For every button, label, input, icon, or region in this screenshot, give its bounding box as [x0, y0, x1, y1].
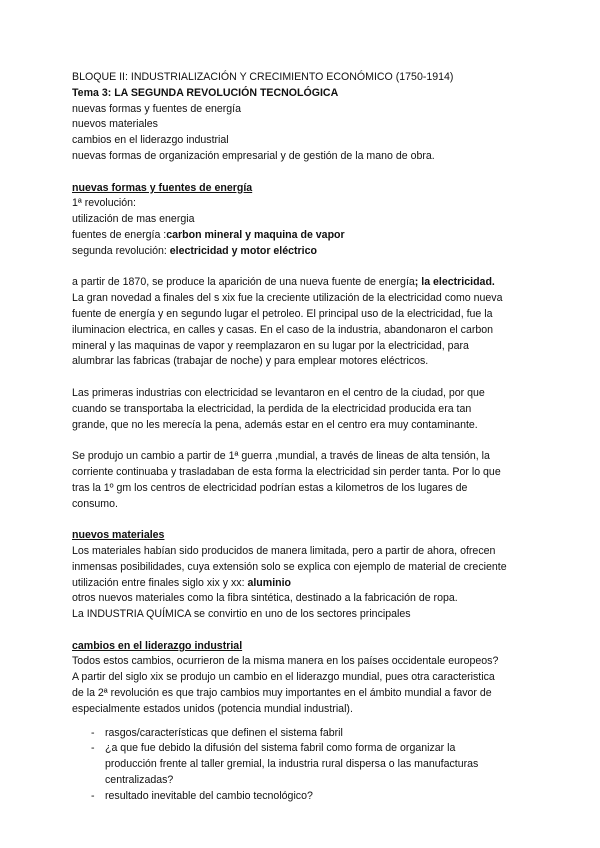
text-span: a partir de 1870, se produce la aparición de una nueva fuente de energía — [72, 276, 415, 289]
text-line — [72, 228, 534, 244]
text-line: alumbrar las fabricas (trabajar de noche) y para emplear motores eléctricos. — [72, 355, 429, 368]
dash-bullet: - — [91, 742, 95, 755]
topic-line: cambios en el liderazgo industrial — [72, 134, 229, 147]
bullet-list — [91, 726, 534, 805]
section-heading-energia: nuevas formas y fuentes de energía — [72, 181, 253, 194]
text-line: especialmente estados unidos (potencia mundial industrial). — [72, 702, 353, 715]
topic-line: nuevas formas y fuentes de energía — [72, 102, 242, 115]
topic-line: nuevas formas de organización empresarial y de gestión de la mano de obra. — [72, 149, 435, 162]
text-line: Se produjo un cambio a partir de 1ª guerra ,mundial, a través de lineas de alta tensión, la — [72, 450, 490, 463]
dash-bullet: - — [91, 789, 95, 802]
text-line — [72, 244, 534, 260]
text-line: 1ª revolución: — [72, 197, 136, 210]
text-line: de la 2ª revolución es que trajo cambios muy importantes en el ámbito mundial a favor de — [72, 687, 492, 700]
text-line: Todos estos cambios, ocurrieron de la misma manera en los países occidentale europeos? — [72, 655, 499, 668]
text-line: resultado inevitable del cambio tecnológico? — [105, 789, 313, 802]
text-line: cuando se transportaba la electricidad, la perdida de la electricidad producida era tan — [72, 402, 472, 415]
bold-span: electricidad y motor eléctrico — [169, 244, 317, 257]
text-line — [72, 576, 534, 592]
bold-span: ; la electricidad. — [414, 276, 495, 289]
text-line: tras la 1º gm los centros de electricidad podrían estas a kilometros de los lugares de — [72, 481, 468, 494]
text-line: centralizadas? — [105, 774, 174, 787]
text-line: ¿a que fue debido la difusión del sistema fabril como forma de organizar la — [105, 742, 456, 755]
text-line: Los materiales habían sido producidos de manera limitada, pero a partir de ahora, ofrecen — [72, 544, 496, 557]
text-span: segunda revolución: — [72, 244, 170, 257]
topic-line: nuevos materiales — [72, 118, 158, 131]
text-line: grande, que no les merecía la pena, además estar en el centro era muy contaminante. — [72, 418, 478, 431]
text-line — [72, 275, 534, 291]
text-span: fuentes de energía : — [72, 228, 167, 241]
section-heading-liderazgo: cambios en el liderazgo industrial — [72, 639, 243, 652]
text-line: fuente de energía y en segundo lugar el petroleo. El principal uso de la electricidad, fue la — [72, 307, 493, 320]
text-line: Las primeras industrias con electricidad se levantaron en el centro de la ciudad, por que — [72, 386, 485, 399]
text-line: consumo. — [72, 497, 118, 510]
list-item-text — [105, 741, 534, 788]
list-item-text — [105, 789, 534, 805]
section-heading-materiales: nuevos materiales — [72, 529, 165, 542]
text-line: La INDUSTRIA QUÍMICA se convirtio en uno de los sectores principales — [72, 608, 411, 621]
list-item — [91, 789, 534, 805]
text-span: utilización entre finales siglo xix y xx: — [72, 576, 248, 589]
list-item — [91, 741, 534, 788]
text-line: inmensas posibilidades, cuya extensión solo se explica con ejemplo de material de creciente — [72, 560, 507, 573]
dash-bullet: - — [91, 726, 95, 739]
tema-title: Tema 3: LA SEGUNDA REVOLUCIÓN TECNOLÓGICA — [72, 86, 339, 99]
text-line: La gran novedad a finales del s xix fue la creciente utilización de la electricidad como nueva — [72, 292, 503, 305]
list-item-text — [105, 726, 534, 742]
text-line: utilización de mas energia — [72, 213, 195, 226]
text-line: otros nuevos materiales como la fibra sintética, destinado a la fabricación de ropa. — [72, 592, 458, 605]
text-line: corriente continuaba y trasladaban de esta forma la electricidad sin perder tanta. Por lo que — [72, 465, 501, 478]
text-line: rasgos/características que definen el sistema fabril — [105, 726, 343, 739]
text-line: mineral y las maquinas de vapor y reemplazaron en su lugar por la electricidad, para — [72, 339, 469, 352]
document-body — [72, 70, 534, 805]
text-line: producción frente al taller gremial, la industria rural dispersa o las manufacturas — [105, 758, 479, 771]
bloque-title: BLOQUE II: INDUSTRIALIZACIÓN Y CRECIMIENTO ECONÓMICO (1750-1914) — [72, 71, 454, 83]
text-line: A partir del siglo xix se produjo un cambio en el liderazgo mundial, pues otra caracteristica — [72, 671, 495, 684]
bold-span: aluminio — [247, 576, 292, 589]
list-item — [91, 726, 534, 742]
bold-span: carbon mineral y maquina de vapor — [166, 228, 345, 241]
text-line: iluminacion electrica, en calles y casas. En el caso de la industria, abandonaron el carbon — [72, 323, 494, 336]
